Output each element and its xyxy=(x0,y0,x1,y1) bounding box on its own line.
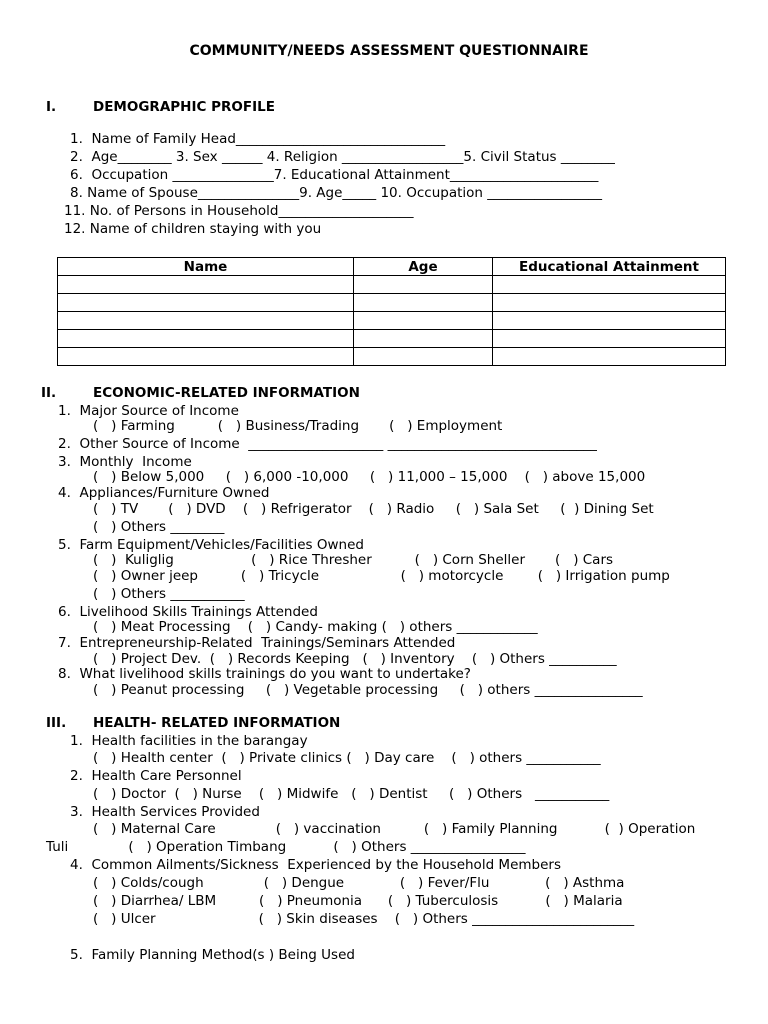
health-q5: 5. Family Planning Method(s ) Being Used xyxy=(70,947,355,963)
economic-q1-options: ( ) Farming ( ) Business/Trading ( ) Employment xyxy=(93,418,503,434)
economic-q3: 3. Monthly Income xyxy=(58,454,192,470)
health-q2: 2. Health Care Personnel xyxy=(70,768,242,784)
table-cell[interactable] xyxy=(354,330,493,348)
table-row xyxy=(58,312,726,330)
economic-q1: 1. Major Source of Income xyxy=(58,403,239,419)
health-q4-options-2: ( ) Diarrhea/ LBM ( ) Pneumonia ( ) Tuberculosis ( ) Malaria xyxy=(93,893,623,909)
table-cell[interactable] xyxy=(58,330,354,348)
section-2-heading: ECONOMIC-RELATED INFORMATION xyxy=(93,385,360,401)
economic-q5-options-3: ( ) Others ___________ xyxy=(93,586,245,602)
section-1-number: I. xyxy=(46,99,57,115)
table-cell[interactable] xyxy=(354,294,493,312)
health-q1-options: ( ) Health center ( ) Private clinics ( ) Day care ( ) others ___________ xyxy=(93,750,601,766)
column-header-name: Name xyxy=(58,258,354,276)
table-cell[interactable] xyxy=(354,276,493,294)
table-cell[interactable] xyxy=(58,294,354,312)
column-header-educational-attainment: Educational Attainment xyxy=(493,258,726,276)
children-table xyxy=(57,257,726,366)
health-q2-options: ( ) Doctor ( ) Nurse ( ) Midwife ( ) Dentist ( ) Others ___________ xyxy=(93,786,610,802)
economic-q7: 7. Entrepreneurship-Related Trainings/Seminars Attended xyxy=(58,635,456,651)
demographic-q1: 1. Name of Family Head_______________________________ xyxy=(70,131,446,147)
form-title: COMMUNITY/NEEDS ASSESSMENT QUESTIONNAIRE xyxy=(189,43,589,59)
table-row xyxy=(58,330,726,348)
table-cell[interactable] xyxy=(354,348,493,366)
economic-q3-options: ( ) Below 5,000 ( ) 6,000 -10,000 ( ) 11,000 – 15,000 ( ) above 15,000 xyxy=(93,469,646,485)
demographic-q2-5: 2. Age________ 3. Sex ______ 4. Religion __________________5. Civil Status ________ xyxy=(70,149,615,165)
table-cell[interactable] xyxy=(58,312,354,330)
table-cell[interactable] xyxy=(493,348,726,366)
table-row xyxy=(58,348,726,366)
demographic-q11: 11. No. of Persons in Household____________________ xyxy=(64,203,414,219)
section-3-heading: HEALTH- RELATED INFORMATION xyxy=(93,715,341,731)
economic-q8: 8. What livelihood skills trainings do you want to undertake? xyxy=(58,666,471,682)
economic-q4-options-2: ( ) Others ________ xyxy=(93,519,225,535)
economic-q2: 2. Other Source of Income ____________________ _______________________________ xyxy=(58,436,597,452)
health-q3-options-1: ( ) Maternal Care ( ) vaccination ( ) Family Planning ( ) Operation xyxy=(93,821,696,837)
table-cell[interactable] xyxy=(58,348,354,366)
table-cell[interactable] xyxy=(493,312,726,330)
column-header-age: Age xyxy=(354,258,493,276)
section-2-number: II. xyxy=(41,385,57,401)
table-cell[interactable] xyxy=(493,330,726,348)
health-q3-options-2: Tuli ( ) Operation Timbang ( ) Others _________________ xyxy=(46,839,526,855)
health-q4-options-3: ( ) Ulcer ( ) Skin diseases ( ) Others ________________________ xyxy=(93,911,635,927)
table-cell[interactable] xyxy=(493,294,726,312)
economic-q4-options-1: ( ) TV ( ) DVD ( ) Refrigerator ( ) Radio ( ) Sala Set ( ) Dining Set xyxy=(93,501,654,517)
economic-q4: 4. Appliances/Furniture Owned xyxy=(58,485,270,501)
economic-q5-options-2: ( ) Owner jeep ( ) Tricycle ( ) motorcycle ( ) Irrigation pump xyxy=(93,568,670,584)
table-row xyxy=(58,276,726,294)
economic-q6-options: ( ) Meat Processing ( ) Candy- making ( ) others ____________ xyxy=(93,619,538,635)
economic-q7-options: ( ) Project Dev. ( ) Records Keeping ( ) Inventory ( ) Others __________ xyxy=(93,651,617,667)
health-q4: 4. Common Ailments/Sickness Experienced by the Household Members xyxy=(70,857,561,873)
table-cell[interactable] xyxy=(354,312,493,330)
demographic-q8-10: 8. Name of Spouse_______________9. Age_____ 10. Occupation _________________ xyxy=(70,185,602,201)
health-q1: 1. Health facilities in the barangay xyxy=(70,733,308,749)
section-3-number: III. xyxy=(46,715,67,731)
health-q3: 3. Health Services Provided xyxy=(70,804,260,820)
section-1-heading: DEMOGRAPHIC PROFILE xyxy=(93,99,275,115)
economic-q5: 5. Farm Equipment/Vehicles/Facilities Owned xyxy=(58,537,364,553)
table-cell[interactable] xyxy=(493,276,726,294)
economic-q6: 6. Livelihood Skills Trainings Attended xyxy=(58,604,318,620)
demographic-q12: 12. Name of children staying with you xyxy=(64,221,322,237)
demographic-q6-7: 6. Occupation _______________7. Educational Attainment______________________ xyxy=(70,167,599,183)
health-q4-options-1: ( ) Colds/cough ( ) Dengue ( ) Fever/Flu ( ) Asthma xyxy=(93,875,625,891)
table-row xyxy=(58,294,726,312)
table-header-row xyxy=(58,258,726,276)
economic-q8-options: ( ) Peanut processing ( ) Vegetable processing ( ) others ________________ xyxy=(93,682,643,698)
economic-q5-options-1: ( ) Kuliglig ( ) Rice Thresher ( ) Corn Sheller ( ) Cars xyxy=(93,552,614,568)
table-cell[interactable] xyxy=(58,276,354,294)
